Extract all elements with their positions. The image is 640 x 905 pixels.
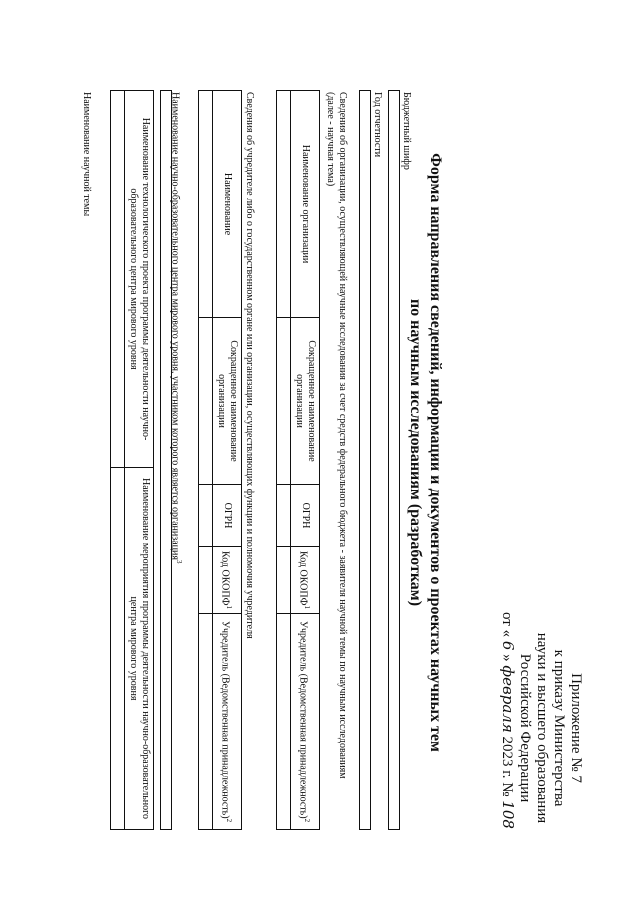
date-month: февраля <box>499 665 517 733</box>
founder-cell-name[interactable] <box>199 91 213 318</box>
order-number: 108 <box>499 800 517 829</box>
org-table <box>276 90 320 830</box>
date-prefix: от « <box>499 612 515 638</box>
report-year-field[interactable] <box>359 90 371 830</box>
center-cell-activity[interactable] <box>111 468 125 830</box>
annex-line-3: науки и высшего образования <box>534 632 550 824</box>
org-header-name: Наименование организации <box>291 91 320 318</box>
founder-cell-okopf[interactable] <box>199 547 213 614</box>
center-header-project: Наименование технологического проекта программы деятельности научно-образовательного центра мирового уровня <box>125 91 154 468</box>
center-table-header <box>125 91 154 830</box>
founder-header-okopf: Код ОКОПФ$^1$ <box>213 547 242 614</box>
org-cell-name[interactable] <box>277 91 291 318</box>
founder-table <box>198 90 242 830</box>
annex-line-2: к приказу Министерства <box>551 649 567 807</box>
org-table-row <box>277 91 291 830</box>
founder-cell-short-name[interactable] <box>199 318 213 485</box>
org-cell-founder[interactable] <box>277 614 291 830</box>
founder-header-short-name: Сокращенное наименование организации <box>213 318 242 485</box>
center-table-row <box>111 91 125 830</box>
org-section-subtext: (далее - научная тема) <box>325 92 336 187</box>
org-cell-okopf[interactable] <box>277 547 291 614</box>
founder-section-text: Сведения об учредителе либо о государственном органе или организации, осуществляющих функции и полномочия учредителя <box>244 92 255 639</box>
date-day: 6 <box>499 640 517 651</box>
org-cell-short-name[interactable] <box>277 318 291 485</box>
form-title-line-1: Форма направления сведений, информации и документов о проектах научных тем <box>427 153 444 752</box>
founder-header-name: Наименование <box>213 91 242 318</box>
founder-cell-ogrn[interactable] <box>199 485 213 547</box>
center-table <box>110 90 154 830</box>
date-mid: » <box>499 654 515 662</box>
org-header-ogrn: ОГРН <box>291 485 320 547</box>
date-year: 2023 г. № <box>499 736 515 797</box>
founder-header-ogrn: ОГРН <box>213 485 242 547</box>
annex-line-1: Приложение № 7 <box>568 673 584 783</box>
form-title <box>405 80 445 825</box>
org-header-founder: Учредитель (Ведомственная принадлежность)$^2$ <box>291 614 320 830</box>
center-header-activity: Наименование мероприятия программы деятельности научно-образовательного центра мирового уровня <box>125 468 154 830</box>
annex-header <box>498 608 584 848</box>
budget-code-field[interactable] <box>388 90 400 830</box>
founder-header-founder: Учредитель (Ведомственная принадлежность)$^2$ <box>213 614 242 830</box>
founder-table-row <box>199 91 213 830</box>
org-header-okopf: Код ОКОПФ$^1$ <box>291 547 320 614</box>
budget-code-label: Бюджетный шифр <box>401 92 412 170</box>
org-header-short-name: Сокращенное наименование организации <box>291 318 320 485</box>
topic-label: Наименование научной темы <box>81 92 92 217</box>
center-cell-project[interactable] <box>111 91 125 468</box>
founder-table-header <box>213 91 242 830</box>
annex-line-4: Российской Федерации <box>517 653 533 803</box>
annex-date-line <box>498 608 516 848</box>
org-section-text: Сведения об организации, осуществляющей научные исследования за счет средств федерального бюджета - заявителя научной темы по научным исследованиям <box>337 92 348 779</box>
report-year-label: Год отчетности <box>372 92 383 158</box>
org-table-header <box>291 91 320 830</box>
org-cell-ogrn[interactable] <box>277 485 291 547</box>
center-name-field[interactable] <box>160 90 172 830</box>
center-section-text: Наименование научно-образовательного центра мирового уровня, участником которого является организация$^3$ <box>169 92 183 564</box>
founder-cell-founder[interactable] <box>199 614 213 830</box>
form-title-line-2: по научным исследованиям (разработкам) <box>407 298 424 607</box>
